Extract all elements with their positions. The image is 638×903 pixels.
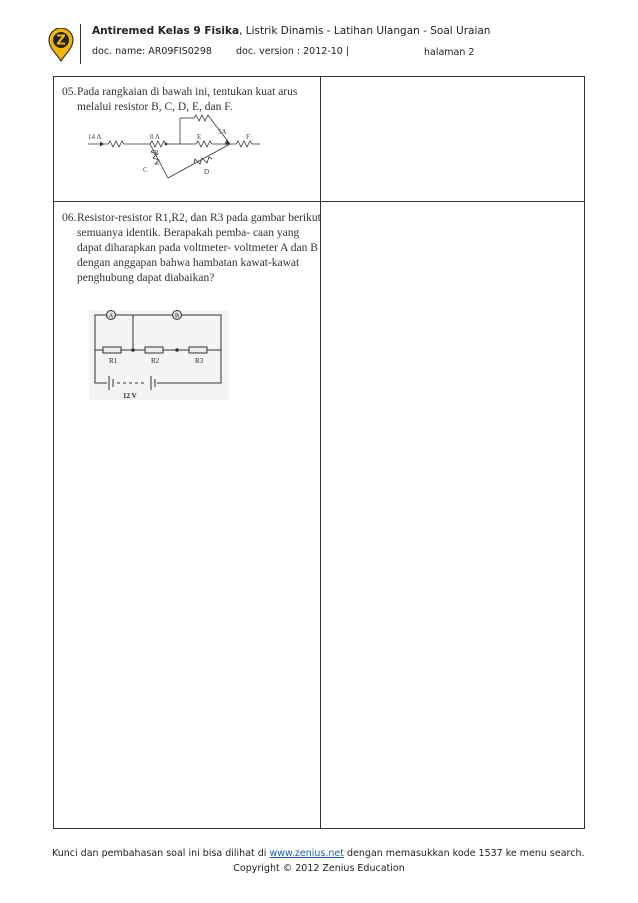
- r2-label: R2: [151, 357, 160, 365]
- logo-letter: Z: [56, 33, 66, 49]
- question-number: 05.: [62, 86, 77, 98]
- question-table: [53, 76, 585, 829]
- doc-version: doc. version : 2012-10 |: [236, 46, 350, 57]
- question-number: 06.: [62, 212, 77, 224]
- zenius-link[interactable]: www.zenius.net: [269, 848, 344, 859]
- question-text: Pada rangkaian di bawah ini, tentukan kuat arus melalui resistor B, C, D, E, dan F.: [77, 86, 298, 113]
- footer-text-before: Kunci dan pembahasan soal ini bisa dilihat di: [52, 848, 270, 859]
- circuit-figure-05: [86, 112, 276, 180]
- label-d: D: [204, 168, 210, 176]
- header-divider: [80, 24, 81, 64]
- label-5a: 5A: [218, 128, 227, 136]
- label-f: F: [246, 133, 250, 141]
- header-title: [92, 25, 490, 37]
- r3-label: R3: [195, 357, 204, 365]
- label-b: B: [154, 149, 159, 157]
- header-title-rest: , Listrik Dinamis - Latihan Ulangan - Soal Uraian: [239, 25, 491, 37]
- doc-name: doc. name: AR09FIS0298: [92, 46, 212, 57]
- label-8a: 8 A: [150, 133, 160, 141]
- footer-note: [52, 848, 584, 859]
- page-number: halaman 2: [424, 47, 475, 58]
- battery-label: 12 V: [123, 392, 137, 400]
- r1-label: R1: [109, 357, 118, 365]
- label-c: C: [143, 166, 148, 174]
- copyright: Copyright © 2012 Zenius Education: [233, 863, 405, 874]
- footer-text-after: dengan memasukkan kode 1537 ke menu search.: [344, 848, 585, 859]
- table-row-divider: [53, 201, 585, 202]
- table-column-divider: [320, 76, 321, 829]
- doc-info: [92, 46, 349, 57]
- header-title-bold: Antiremed Kelas 9 Fisika: [92, 25, 240, 37]
- question-text: Resistor-resistor R1,R2, dan R3 pada gambar berikut semuanya identik. Berapakah pemba- caan yang dapat diharapkan pada voltmeter- voltmeter A dan B dengan anggapan bahwa hambatan kawat-kawat penghubung dapat diabaikan?: [77, 212, 321, 284]
- zenius-logo: [48, 28, 74, 62]
- voltmeter-a-label: A: [108, 313, 114, 320]
- label-e: E: [197, 133, 202, 141]
- voltmeter-b-label: B: [174, 313, 180, 320]
- circuit-figure-06: [89, 310, 229, 400]
- label-14a: 14 A: [88, 133, 102, 141]
